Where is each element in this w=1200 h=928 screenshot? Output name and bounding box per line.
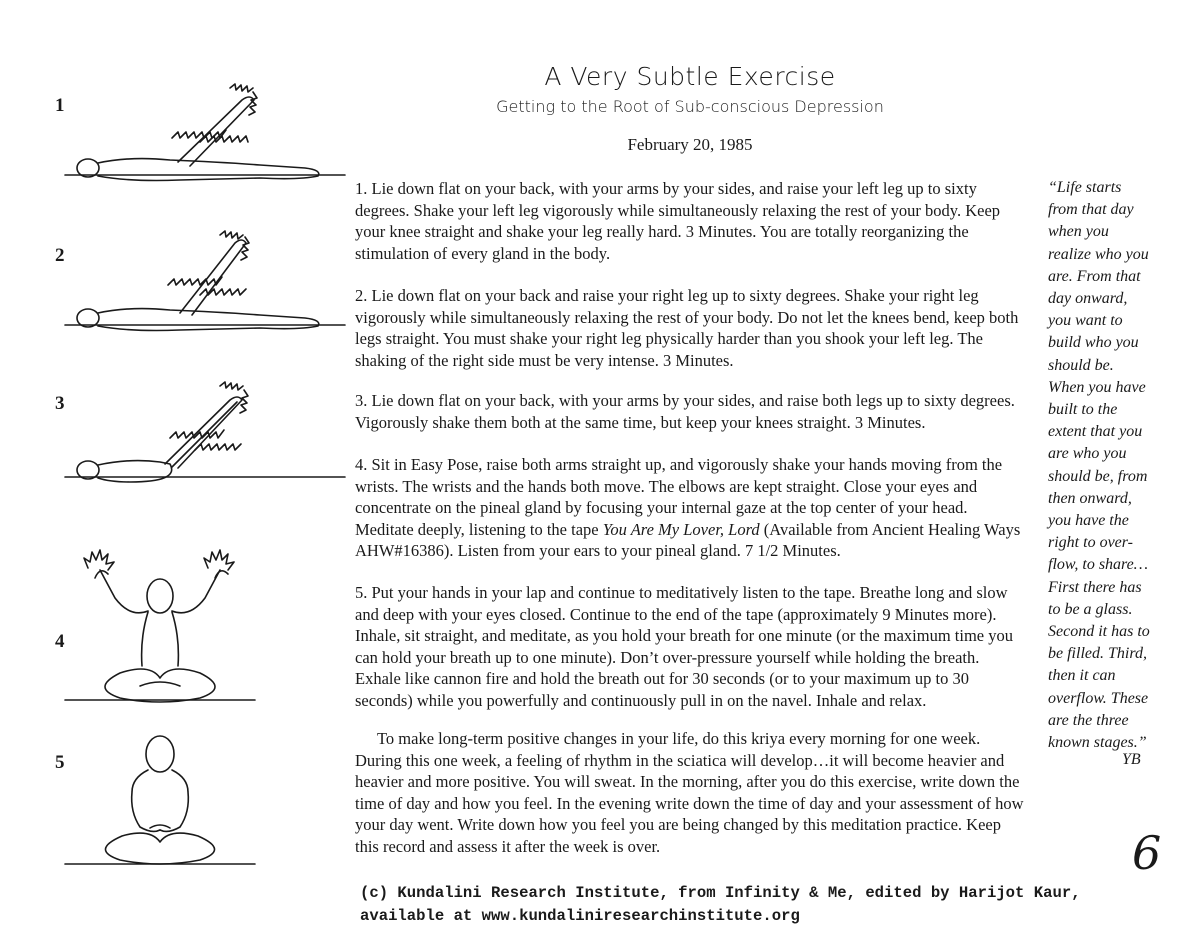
figure-number-3: 3	[55, 393, 65, 414]
page-number: 6	[1132, 826, 1162, 880]
quote-line: “Life starts	[1048, 179, 1122, 196]
figure-number-4: 4	[55, 631, 65, 652]
quote-line: to be a glass.	[1048, 600, 1133, 618]
step-2-text: 2. Lie down flat on your back and raise your right leg up to sixty degrees. Shake your right leg vigorously while simultaneously relaxing the rest of your body. Do not let the knees bend, keep both legs straight. You must shake your right leg physically harder than you shook your left leg. The shaking of the right side must be very intense. 3 Minutes.	[355, 286, 1019, 370]
step-4-text	[355, 454, 1025, 562]
quote-line: day onward,	[1048, 290, 1128, 308]
page-subtitle: Getting to the Root of Sub-conscious Depression	[496, 97, 884, 116]
quote-line: you have the	[1048, 512, 1129, 530]
quote-line: are. From that	[1048, 267, 1141, 285]
quote-line: be filled. Third,	[1048, 645, 1147, 663]
quote-line: overflow. These	[1048, 689, 1149, 707]
tape-title: You Are My Lover, Lord	[602, 519, 760, 539]
quote-line: should be.	[1048, 356, 1114, 374]
quote-line: When you have	[1048, 378, 1146, 396]
quote-line: are the three	[1048, 711, 1129, 729]
page-date: February 20, 1985	[627, 135, 753, 154]
step-3-text: 3. Lie down flat on your back, with your arms by your sides, and raise both legs up to sixty degrees. Vigorously shake them both at the same time, but keep your knees straight. 3 Minutes.	[355, 391, 1015, 432]
quote-author: YB	[1122, 751, 1141, 768]
quote-line: should be, from	[1048, 467, 1148, 485]
step-5-text: 5. Put your hands in your lap and continue to meditatively listen to the tape. Breathe long and slow and deep with your eyes closed. Continue to the end of the tape (approximately 9 Minutes more). Inhale, sit straight, and meditate, as you hold your breath for one minute (or the maximum time you can hold your breath up to one minute). Don’t over-pressure yourself while holding the breath. Exhale like cannon fire and hold the breath out for 30 seconds (or to your maximum up to 30 seconds) while you powerfully and continuously pull in on the navel. Inhale and relax.	[355, 583, 1014, 710]
copyright-line-1: (c) Kundalini Research Institute, from Infinity & Me, edited by Harijot Kaur,	[360, 884, 1081, 902]
quote-line: built to the	[1048, 401, 1118, 419]
quote-line: realize who you	[1048, 245, 1149, 263]
easy-pose-hands-in-lap-icon	[60, 732, 260, 872]
yb-quote	[1048, 177, 1196, 754]
quote-line: from that day	[1048, 201, 1134, 219]
quote-line: extent that you	[1048, 423, 1143, 441]
page-title: A Very Subtle Exercise	[544, 62, 836, 91]
quote-line: then it can	[1048, 667, 1116, 685]
lying-both-legs-raised-icon	[60, 372, 350, 497]
closing-paragraph: To make long-term positive changes in your life, do this kriya every morning for one week. During this one week, a feeling of rhythm in the sciatica will develop…it will become heavier and heavier and more positive. You will sweat. In the morning, after you do this exercise, write down the time of day and how you feel. In the evening write down the time of day and your assessment of how your day went. Write down how you feel you are being changed by this meditation practice. Keep this record and assess it after the week is over.	[355, 729, 1024, 856]
step-4-text-end: (Available from Ancient Healing Ways AHW#16386). Listen from your ears to your pineal gland. 7 1/2 Minutes.	[355, 519, 1021, 560]
quote-line: are who you	[1048, 445, 1127, 463]
step-1-text: 1. Lie down flat on your back, with your arms by your sides, and raise your left leg up to sixty degrees. Shake your left leg vigorously while simultaneously relaxing the rest of your body. Keep your knee straight and shake your leg really hard. 3 Minutes. You are totally reorganizing the stimulation of every gland in the body.	[355, 179, 1001, 263]
lying-right-leg-raised-icon	[60, 225, 350, 350]
quote-line: build who you	[1048, 334, 1139, 352]
quote-line: then onward,	[1048, 489, 1132, 507]
quote-line: flow, to share…	[1048, 556, 1149, 574]
figure-number-5: 5	[55, 752, 65, 773]
quote-line: you want to	[1048, 312, 1123, 330]
step-4-text-start: 4. Sit in Easy Pose, raise both arms straight up, and vigorously shake your hands moving from the wrists. The wrists and the hands both move. The elbows are kept straight. Close your eyes and concentrate on the pineal gland by focusing your internal gaze at the top center of your head. Meditate deeply, listening to the tape	[355, 455, 1003, 539]
copyright-line-2: available at www.kundaliniresearchinstitute.org	[360, 907, 800, 925]
quote-line: Second it has to	[1048, 623, 1150, 641]
quote-line: right to over-	[1048, 534, 1133, 552]
figure-number-2: 2	[55, 245, 65, 266]
lying-left-leg-raised-icon	[60, 70, 350, 200]
easy-pose-arms-up-icon	[60, 538, 260, 713]
quote-line: First there has	[1048, 578, 1142, 596]
copyright-footer	[360, 882, 1200, 928]
quote-line: when you	[1048, 223, 1109, 241]
quote-line: known stages.”	[1048, 734, 1147, 752]
figure-number-1: 1	[55, 95, 65, 116]
